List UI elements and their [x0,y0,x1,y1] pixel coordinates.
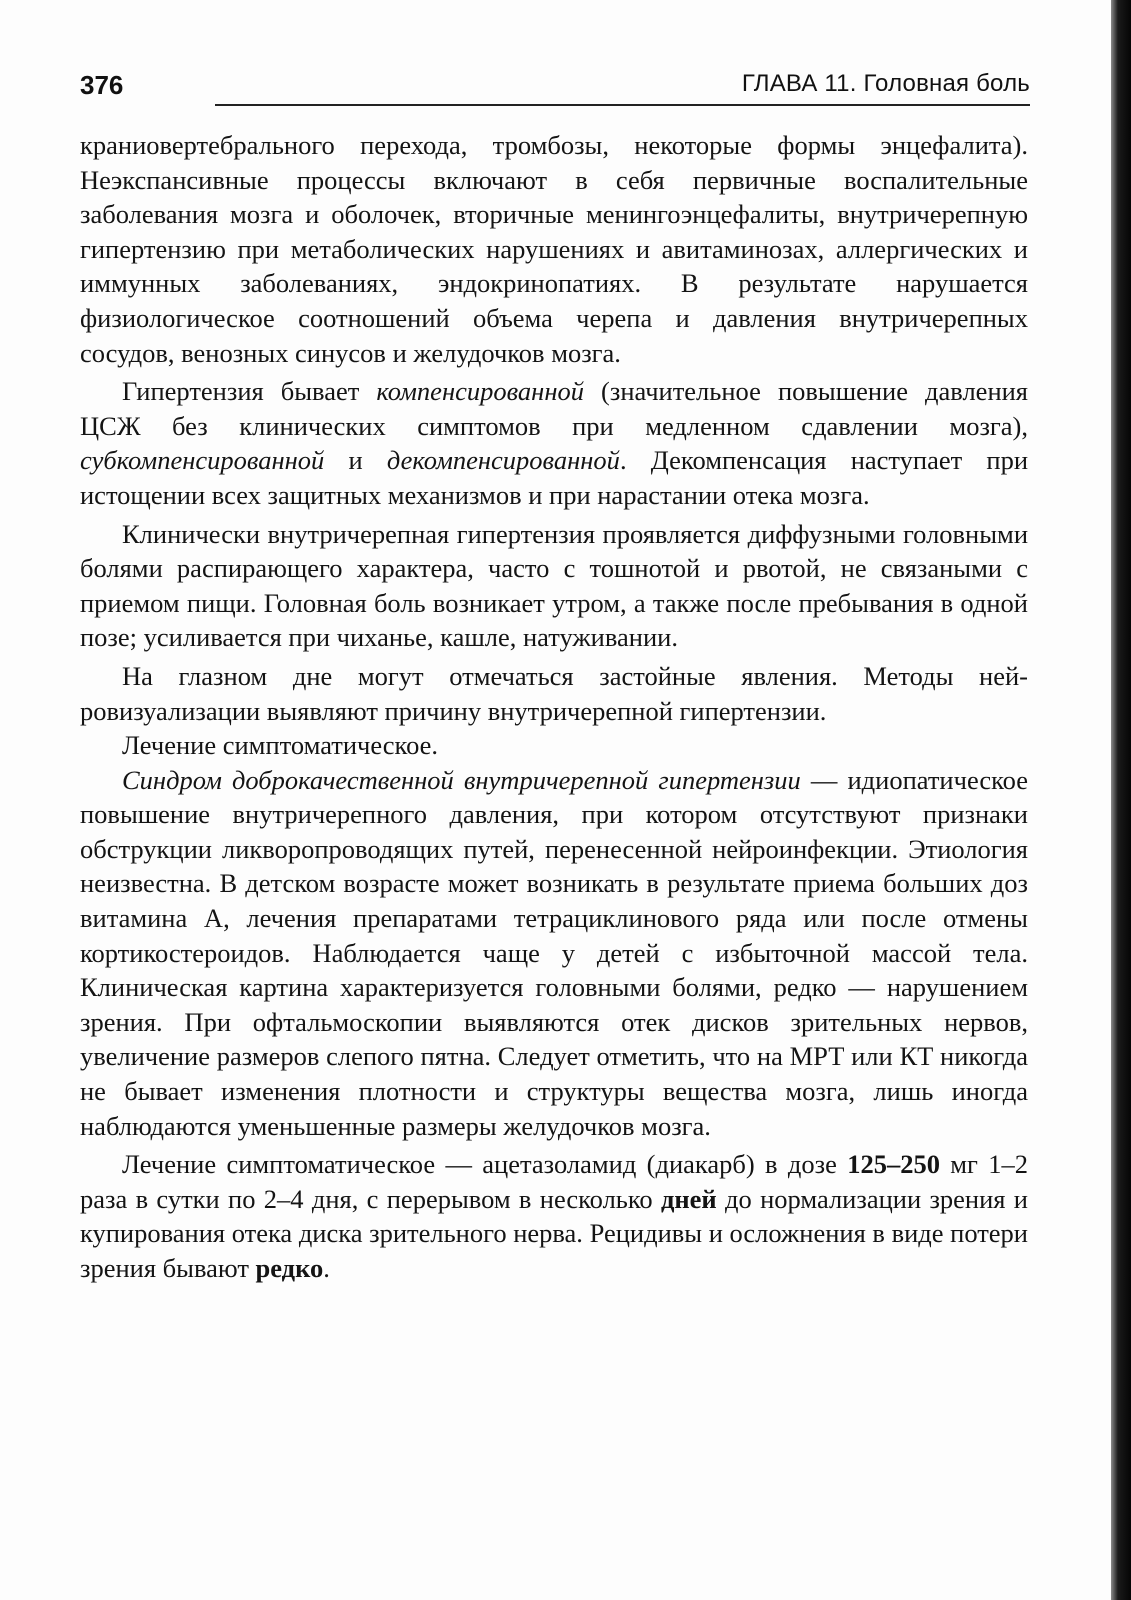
body-text [80,128,1028,1286]
bold-text: дней [660,1183,717,1214]
paragraph-text: . [323,1253,330,1283]
paragraph-treatment-dose [80,1147,1028,1285]
paragraph-text: мг 1–2 раза в сутки по 2–4 дня, с перерывом в несколько [80,1149,1029,1214]
italic-term: субкомпенсированной [80,445,325,476]
paragraph-text: краниовертебрального перехода, тромбозы, некоторые формы энцефалита). Неэкспансивные процессы включают в себя первичные воспалительные заболевания мозга и оболочек, вторичные менингоэнцефалиты, внутричерепную гипертензию при метаболических нарушениях и авитаминозах, аллергических и иммунных заболеваниях, эндокринопатиях. В результате нарушается физиологическое соотношений объема черепа и давления внутричерепных сосудов, венозных синусов и желудочков мозга. [80,130,1028,368]
italic-term: Синдром доброкачественной внутричерепной гипертензии [122,764,801,795]
italic-term: компенсированной [376,376,584,407]
paragraph-text: до нормализации зрения и купирования отека диска зрительного нерва. Рецидивы и осложнения в виде потери зрения бывают [80,1183,1028,1283]
italic-term: декомпенсированной [386,445,620,476]
paragraph-text: (значительное повышение давления ЦСЖ без клинических симптомов при медленном сдавлении мозга), [80,376,1028,441]
paragraph-fundus [80,659,1028,728]
paragraph-text: Клинически внутричерепная гипертензия проявляется диффузными головными болями распирающего характера, часто с тошнотой и рвотой, не связаными с приемом пищи. Головная боль возникает утром, а также после пребывания в одной позе; усиливается при чиханье, кашле, натуживании. [80,518,1028,653]
header-rule [215,104,1030,106]
paragraph-text: и [324,445,387,476]
paragraph-text: Гипертензия бывает [122,376,377,407]
paragraph-text: Лечение симптоматическое — ацетазоламид (диакарб) в дозе [122,1149,848,1180]
book-spine-shadow [1111,0,1131,1600]
paragraph-text: Лечение симптоматическое. [122,730,439,761]
page-header [80,70,1030,110]
paragraph-treatment-short [80,728,1028,763]
paragraph-benign-syndrome [80,763,1028,1144]
paragraph-hypertension-types [80,374,1028,512]
paragraph-text: На глазном дне могут отмечаться застойные явления. Методы нейровизуализации выявляют причину внутричерепной гипертензии. [80,660,1028,726]
paragraph-text: . Декомпенсация наступает при истощении всех защитных механизмов и при нарастании отека мозга. [80,445,1028,510]
page-number: 376 [80,70,124,100]
bold-text: 125–250 [847,1149,940,1180]
paragraph-clinical [80,517,1028,655]
bold-text: редко [255,1253,324,1283]
paragraph-text: — идиопатическое повышение внутричерепного давления, при котором отсутствуют признаки обструкции ликворопроводящих путей, перенесенной нейроинфекции. Этиология неизвестна. В детском возрасте может возникать в результате приема больших доз витамина А, лечения препаратами тетрациклинового ряда или после отмены кортикостероидов. Наблюдается чаще у детей с избыточной массой тела. Клиническая картина характеризуется головными болями, редко — нарушением зрения. При офтальмоскопии выявляются отек дисков зрительных нервов, увеличение размеров слепого пятна. Следует отметить, что на МРТ или КТ никогда не бывает изменения плотности и структуры вещества мозга, лишь иногда наблюдаются уменьшенные размеры желудочков мозга. [80,764,1028,1141]
running-head: ГЛАВА 11. Головная боль [741,70,1030,97]
paragraph-continued [80,128,1028,370]
